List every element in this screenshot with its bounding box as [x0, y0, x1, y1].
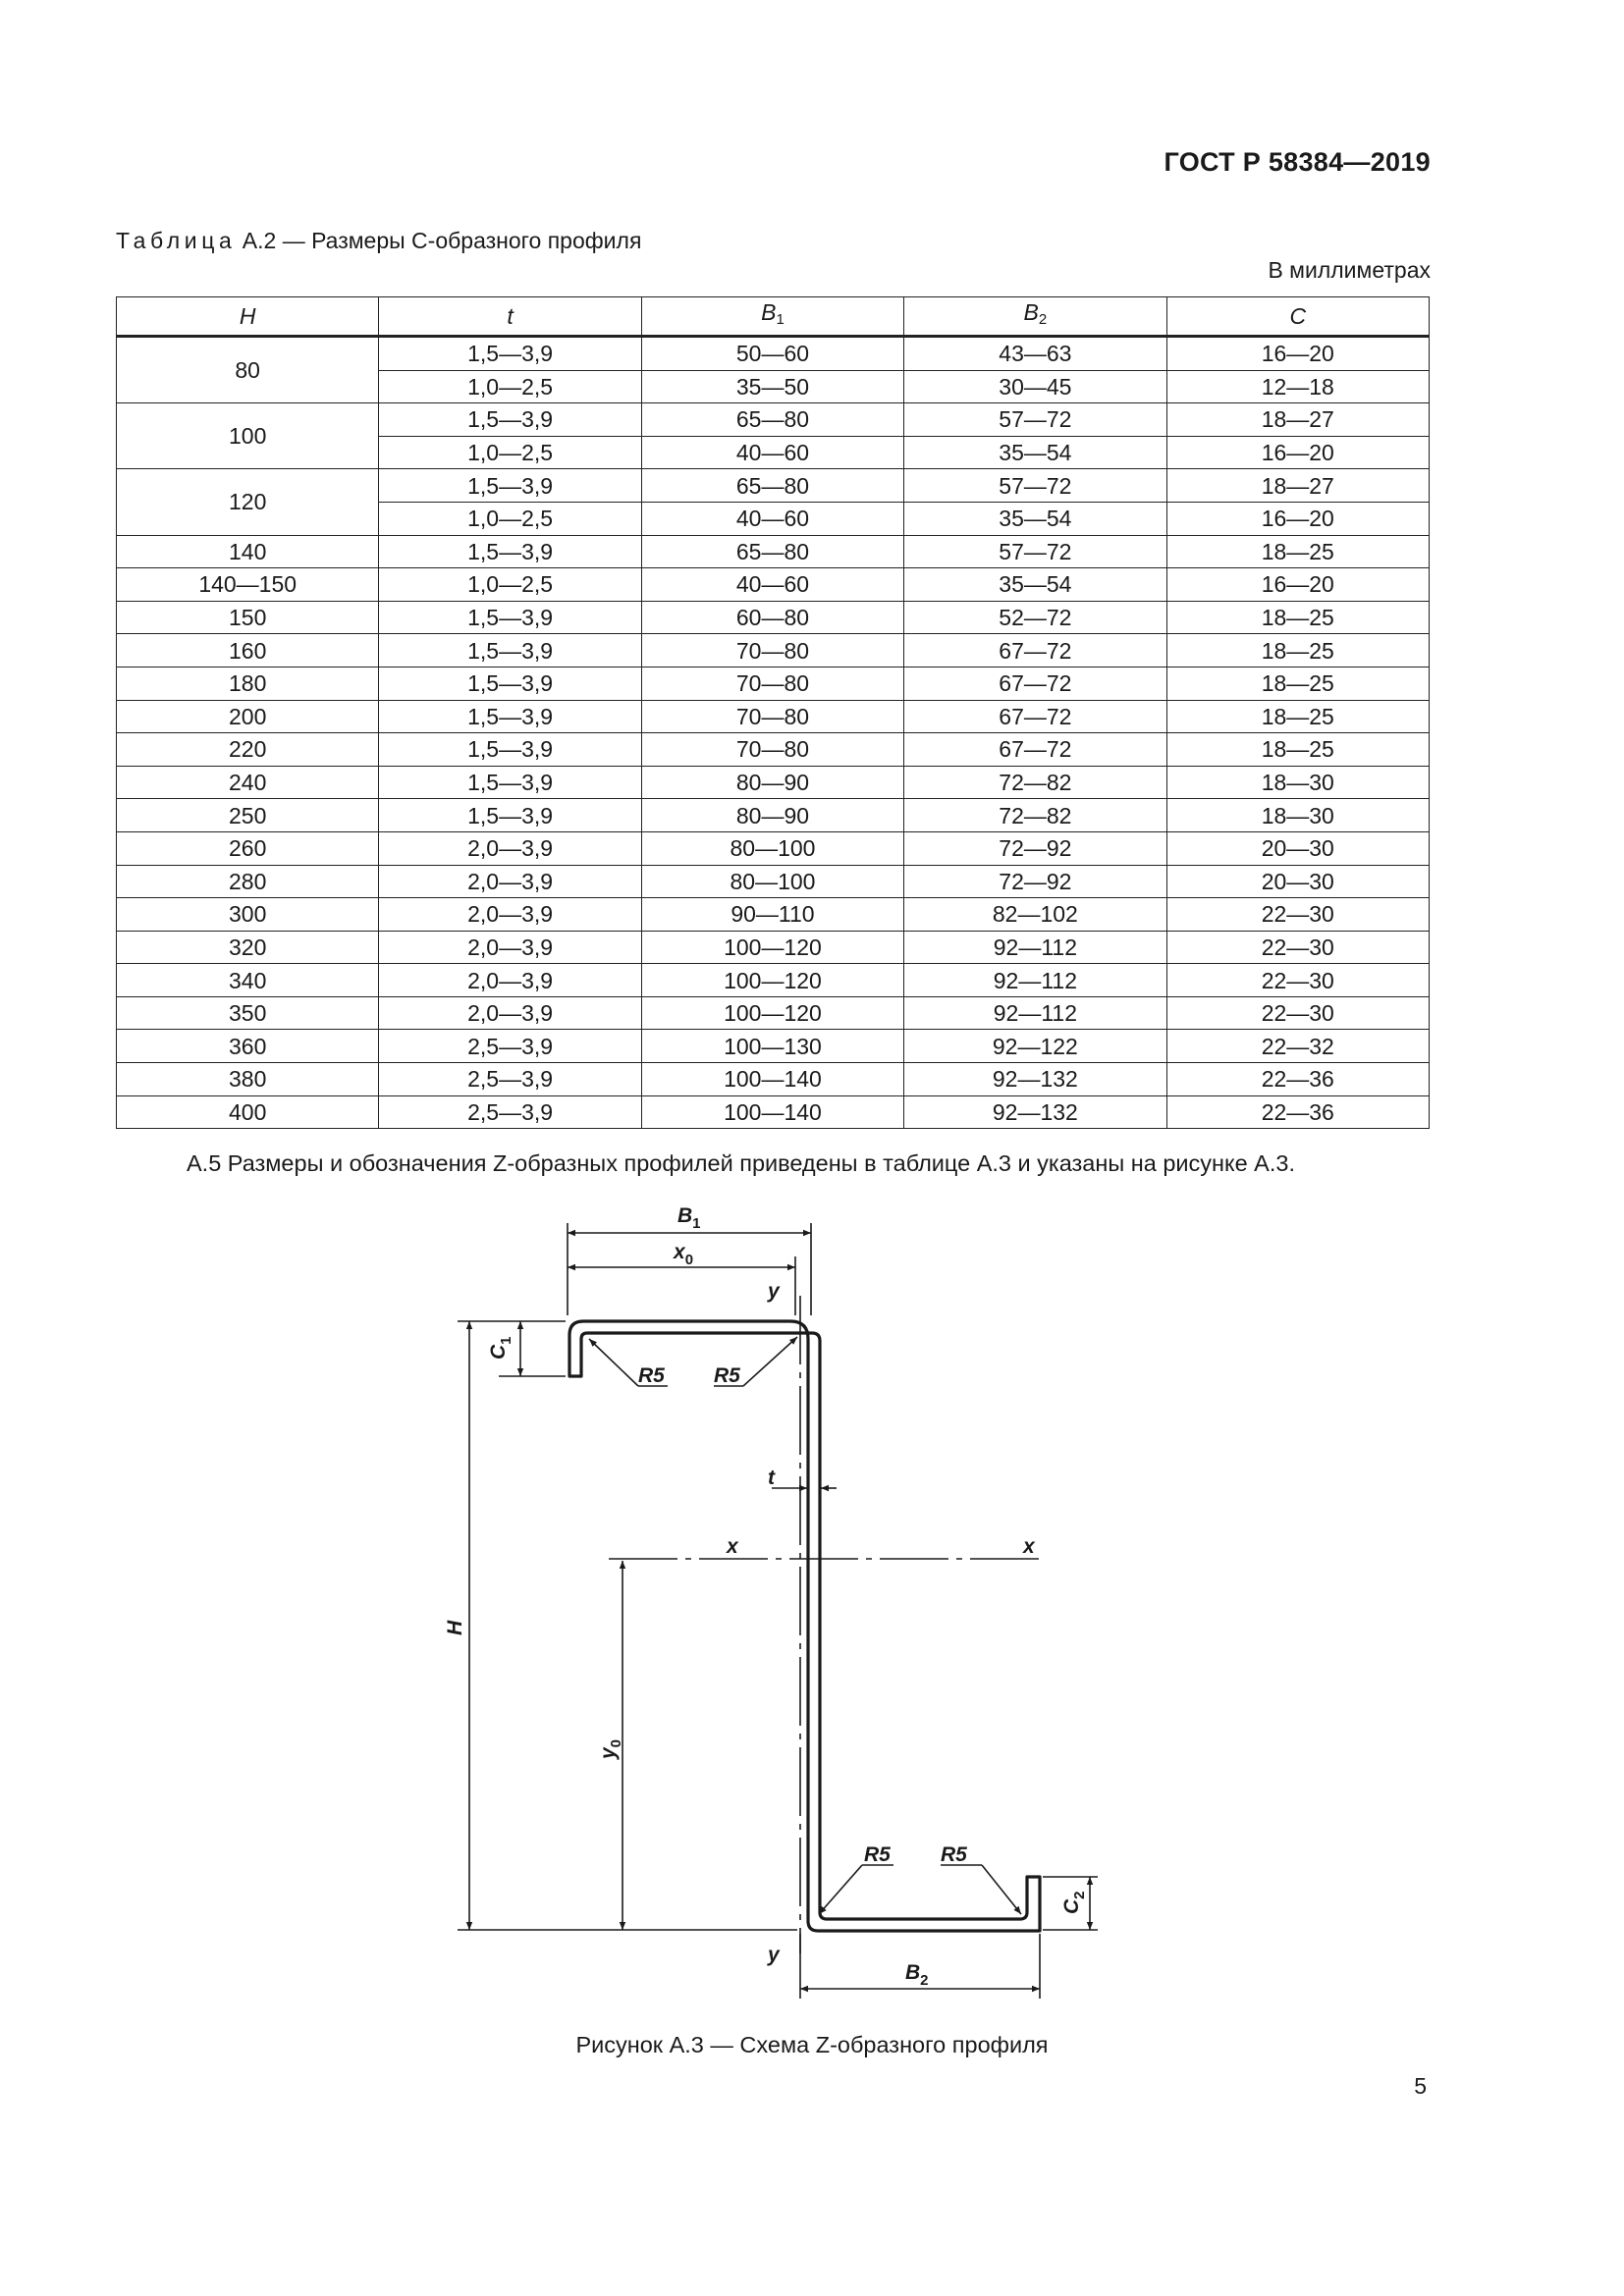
cell-height: 320 [117, 931, 379, 964]
cell-c: 18—30 [1166, 766, 1429, 799]
cell-thickness: 1,0—2,5 [379, 436, 641, 469]
cell-b2: 72—82 [904, 766, 1166, 799]
cell-height: 160 [117, 634, 379, 667]
cell-c: 22—32 [1166, 1030, 1429, 1063]
cell-height: 180 [117, 667, 379, 700]
table-caption-word: Таблица [116, 228, 237, 253]
cell-b1: 100—140 [641, 1063, 903, 1096]
cell-c: 18—27 [1166, 403, 1429, 437]
table-row [117, 403, 1430, 437]
cell-b2: 67—72 [904, 700, 1166, 733]
cell-b1: 40—60 [641, 568, 903, 602]
label-t: t [768, 1467, 775, 1489]
column-header-4 [1166, 297, 1429, 337]
table-row [117, 700, 1430, 733]
cell-b2: 92—132 [904, 1095, 1166, 1129]
cell-c: 18—27 [1166, 469, 1429, 503]
cell-height: 240 [117, 766, 379, 799]
column-header-symbol: H [239, 303, 256, 329]
table-row [117, 568, 1430, 602]
table-row [117, 964, 1430, 997]
table-row [117, 766, 1430, 799]
cell-b1: 100—120 [641, 996, 903, 1030]
cell-height: 260 [117, 831, 379, 865]
cell-b1: 100—140 [641, 1095, 903, 1129]
cell-c: 18—25 [1166, 634, 1429, 667]
units-note: В миллиметрах [1268, 257, 1431, 283]
z-profile-drawing [393, 1193, 1139, 2017]
cell-thickness: 1,5—3,9 [379, 634, 641, 667]
cell-height: 400 [117, 1095, 379, 1129]
cell-b1: 80—90 [641, 766, 903, 799]
cell-b2: 35—54 [904, 502, 1166, 535]
cell-height: 340 [117, 964, 379, 997]
table-row [117, 996, 1430, 1030]
cell-b2: 57—72 [904, 403, 1166, 437]
label-y-bottom: y [768, 1944, 780, 1966]
cell-b1: 100—120 [641, 931, 903, 964]
table-header-row [117, 297, 1430, 337]
label-y-top: y [768, 1280, 780, 1303]
cell-b1: 60—80 [641, 601, 903, 634]
cell-c: 16—20 [1166, 568, 1429, 602]
cell-c: 22—30 [1166, 898, 1429, 932]
cell-thickness: 2,0—3,9 [379, 931, 641, 964]
cell-b1: 100—130 [641, 1030, 903, 1063]
cell-height: 250 [117, 799, 379, 832]
cell-height: 220 [117, 733, 379, 767]
column-header-symbol: C [1289, 303, 1307, 329]
table-row [117, 799, 1430, 832]
cell-height: 280 [117, 865, 379, 898]
cell-thickness: 1,5—3,9 [379, 469, 641, 503]
cell-thickness: 2,0—3,9 [379, 964, 641, 997]
cell-c: 18—30 [1166, 799, 1429, 832]
cell-b1: 80—100 [641, 831, 903, 865]
table-row [117, 667, 1430, 700]
column-header-subscript: 1 [776, 311, 785, 328]
cell-b2: 92—112 [904, 964, 1166, 997]
cell-c: 12—18 [1166, 370, 1429, 403]
table-row [117, 1095, 1430, 1129]
cell-b2: 72—82 [904, 799, 1166, 832]
label-x0: $x_0$ [674, 1241, 694, 1268]
cell-height: 200 [117, 700, 379, 733]
cell-thickness: 1,5—3,9 [379, 733, 641, 767]
cell-b1: 70—80 [641, 733, 903, 767]
cell-b2: 57—72 [904, 535, 1166, 568]
cell-c: 22—36 [1166, 1095, 1429, 1129]
label-r5: R5 [714, 1364, 740, 1387]
cell-b2: 43—63 [904, 337, 1166, 371]
table-row [117, 865, 1430, 898]
cell-b1: 65—80 [641, 403, 903, 437]
column-header-1 [379, 297, 641, 337]
cell-b2: 92—132 [904, 1063, 1166, 1096]
cell-c: 18—25 [1166, 700, 1429, 733]
cell-b2: 92—122 [904, 1030, 1166, 1063]
cell-b1: 70—80 [641, 667, 903, 700]
cell-c: 16—20 [1166, 436, 1429, 469]
cell-c: 20—30 [1166, 831, 1429, 865]
profile-dimensions-table [116, 296, 1430, 1129]
cell-b2: 67—72 [904, 733, 1166, 767]
cell-thickness: 2,5—3,9 [379, 1095, 641, 1129]
cell-thickness: 1,0—2,5 [379, 370, 641, 403]
cell-b2: 67—72 [904, 634, 1166, 667]
cell-thickness: 2,0—3,9 [379, 996, 641, 1030]
column-header-symbol: B [761, 299, 777, 325]
cell-height: 150 [117, 601, 379, 634]
label-r5: R5 [638, 1364, 665, 1387]
cell-b1: 70—80 [641, 634, 903, 667]
cell-thickness: 1,5—3,9 [379, 337, 641, 371]
cell-b1: 35—50 [641, 370, 903, 403]
label-c2: $C_2$ [1060, 1891, 1088, 1914]
cell-b1: 50—60 [641, 337, 903, 371]
cell-height: 350 [117, 996, 379, 1030]
cell-c: 18—25 [1166, 535, 1429, 568]
cell-c: 22—36 [1166, 1063, 1429, 1096]
cell-b1: 65—80 [641, 535, 903, 568]
cell-b1: 80—90 [641, 799, 903, 832]
label-c1: $C_1$ [487, 1336, 514, 1360]
z-profile-contour [569, 1321, 1040, 1931]
label-x-left: x [727, 1535, 738, 1558]
cell-b2: 72—92 [904, 831, 1166, 865]
cell-b2: 35—54 [904, 436, 1166, 469]
table-row [117, 931, 1430, 964]
table-row [117, 634, 1430, 667]
cell-c: 22—30 [1166, 964, 1429, 997]
cell-b1: 80—100 [641, 865, 903, 898]
cell-thickness: 1,0—2,5 [379, 502, 641, 535]
cell-thickness: 1,5—3,9 [379, 667, 641, 700]
leader-r5 [819, 1865, 862, 1914]
cell-thickness: 1,5—3,9 [379, 601, 641, 634]
table-row [117, 1063, 1430, 1096]
cell-b1: 65—80 [641, 469, 903, 503]
label-h: H [444, 1620, 466, 1635]
cell-thickness: 1,5—3,9 [379, 700, 641, 733]
table-row [117, 898, 1430, 932]
paragraph-a5: А.5 Размеры и обозначения Z-образных профилей приведены в таблице А.3 и указаны на рисунке А.3. [187, 1150, 1295, 1176]
cell-b2: 92—112 [904, 996, 1166, 1030]
cell-height: 100 [117, 403, 379, 469]
cell-thickness: 2,5—3,9 [379, 1063, 641, 1096]
document-number: ГОСТ Р 58384—2019 [1164, 147, 1431, 177]
column-header-subscript: 2 [1038, 311, 1048, 328]
cell-c: 18—25 [1166, 667, 1429, 700]
cell-thickness: 1,5—3,9 [379, 799, 641, 832]
cell-thickness: 1,0—2,5 [379, 568, 641, 602]
leader-r5 [589, 1339, 638, 1386]
figure-caption: Рисунок А.3 — Схема Z-образного профиля [575, 2032, 1049, 2057]
table-body [117, 337, 1430, 1129]
table-row [117, 733, 1430, 767]
table-row [117, 831, 1430, 865]
column-header-0 [117, 297, 379, 337]
table-caption [116, 228, 641, 254]
cell-height: 140—150 [117, 568, 379, 602]
cell-height: 80 [117, 337, 379, 403]
label-y0: $y_0$ [597, 1738, 624, 1759]
cell-b1: 40—60 [641, 502, 903, 535]
cell-b2: 82—102 [904, 898, 1166, 932]
cell-height: 360 [117, 1030, 379, 1063]
cell-b1: 90—110 [641, 898, 903, 932]
cell-b2: 92—112 [904, 931, 1166, 964]
cell-c: 18—25 [1166, 601, 1429, 634]
label-r5: R5 [941, 1843, 967, 1866]
table-caption-title: А.2 — Размеры С-образного профиля [242, 228, 642, 253]
cell-c: 16—20 [1166, 337, 1429, 371]
leader-r5 [743, 1337, 797, 1386]
cell-c: 22—30 [1166, 996, 1429, 1030]
cell-thickness: 2,5—3,9 [379, 1030, 641, 1063]
table-row [117, 469, 1430, 503]
column-header-3 [904, 297, 1166, 337]
cell-b1: 100—120 [641, 964, 903, 997]
cell-height: 120 [117, 469, 379, 535]
page-number: 5 [1414, 2073, 1427, 2099]
cell-thickness: 2,0—3,9 [379, 831, 641, 865]
leader-r5 [982, 1865, 1021, 1914]
cell-b2: 67—72 [904, 667, 1166, 700]
cell-b2: 52—72 [904, 601, 1166, 634]
figure-a3 [393, 1193, 1139, 2022]
cell-height: 300 [117, 898, 379, 932]
cell-b2: 57—72 [904, 469, 1166, 503]
label-b1: $B_1$ [677, 1204, 701, 1232]
cell-b2: 72—92 [904, 865, 1166, 898]
table-row [117, 1030, 1430, 1063]
cell-thickness: 1,5—3,9 [379, 403, 641, 437]
cell-b2: 30—45 [904, 370, 1166, 403]
column-header-2 [641, 297, 903, 337]
cell-height: 380 [117, 1063, 379, 1096]
column-header-symbol: t [507, 303, 514, 329]
cell-thickness: 2,0—3,9 [379, 865, 641, 898]
cell-c: 20—30 [1166, 865, 1429, 898]
cell-c: 22—30 [1166, 931, 1429, 964]
column-header-symbol: B [1023, 299, 1039, 325]
cell-b2: 35—54 [904, 568, 1166, 602]
cell-thickness: 1,5—3,9 [379, 766, 641, 799]
cell-height: 140 [117, 535, 379, 568]
cell-c: 18—25 [1166, 733, 1429, 767]
label-x-right: x [1023, 1535, 1035, 1558]
cell-b1: 70—80 [641, 700, 903, 733]
cell-thickness: 1,5—3,9 [379, 535, 641, 568]
table-row [117, 601, 1430, 634]
label-r5: R5 [864, 1843, 891, 1866]
cell-b1: 40—60 [641, 436, 903, 469]
cell-thickness: 2,0—3,9 [379, 898, 641, 932]
cell-c: 16—20 [1166, 502, 1429, 535]
table-row [117, 337, 1430, 371]
table-row [117, 535, 1430, 568]
label-b2: $B_2$ [905, 1961, 929, 1989]
